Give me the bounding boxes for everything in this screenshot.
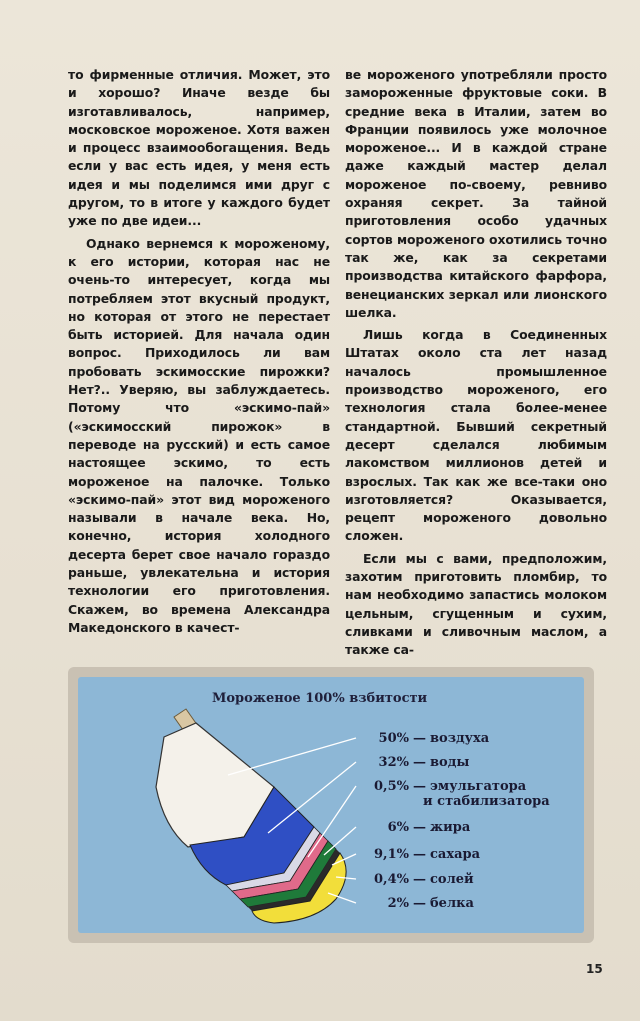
- legend-salts: [363, 872, 474, 887]
- legend-pct: 32%: [378, 755, 409, 770]
- legend-pct: 9,1%: [374, 847, 409, 862]
- legend-label: белка: [430, 896, 474, 911]
- left-text-column: [68, 66, 330, 637]
- legend-emulsifier: [363, 779, 550, 809]
- leader-fat: [324, 827, 356, 855]
- legend-label: солей: [430, 872, 474, 887]
- legend-label-cont: и стабилизатора: [423, 794, 550, 809]
- legend-pct: 50%: [378, 731, 409, 746]
- legend-sugar: [363, 847, 480, 862]
- left-paragraph-1: то фирменные отличия. Может, это и хорошо? Иначе везде бы изготавливалось, например, московское мороженое. Хотя важен и процесс взаимообогащения. Ведь если у вас есть идея, у меня есть идея и мы поделимся ими друг с другом, то в итоге у каждого будет уже по две идеи...: [68, 67, 330, 229]
- legend-water: [363, 755, 469, 770]
- right-text-column: [345, 66, 607, 660]
- legend-label: воды: [430, 755, 470, 770]
- legend-pct: 0,5%: [374, 779, 409, 794]
- legend-dash: —: [413, 755, 426, 770]
- leader-air: [228, 738, 356, 775]
- right-paragraph-3: Если мы с вами, предположим, захотим приготовить пломбир, то нам необходимо запастись молоком цельным, сгущенным и сухим, сливками и сливочным маслом, а также са-: [345, 550, 607, 658]
- legend-pct: 6%: [387, 820, 409, 835]
- legend-dash: —: [413, 731, 426, 746]
- figure-title: Мороженое 100% взбитости: [212, 691, 428, 706]
- legend-dash: —: [413, 779, 426, 794]
- left-paragraph-2: Однако вернемся к мороженому, к его истории, которая нас не очень-то интересует, когда мы потребляем этот вкусный продукт, но которая от этого не перестает быть историей. Для начала один вопрос. Приходилось ли вам пробовать эскимосские пирожки? Нет?.. Уверяю, вы заблуждаетесь. Потому что «эскимо-пай» («эскимосский пирожок» в переводе на русский) и есть самое настоящее эскимо, то есть мороженое на палочке. Только «эскимо-пай» этот вид мороженого называли в начале века. Но, конечно, история холодного десерта берет свое начало гораздо раньше, увлекательна и история технологии его приготовления. Скажем, во времена Александра Македонского в качест-: [68, 235, 330, 635]
- legend-pct: 2%: [387, 896, 409, 911]
- legend-fat: [363, 820, 470, 835]
- legend-dash: —: [413, 872, 426, 887]
- right-paragraph-1: ве мороженого употребляли просто замороженные фруктовые соки. В средние века в Италии, затем во Франции появилось уже молочное мороженое... И в каждой стране даже каждый мастер делал мороженое по-своему, ревниво охраняя секрет. За тайной приготовления особо удачных сортов мороженого охотились точно так же, как за секретами производства китайского фарфора, венецианских зеркал или лионского шелка.: [345, 67, 607, 320]
- legend-air: [363, 731, 489, 746]
- legend-dash: —: [413, 896, 426, 911]
- right-paragraph-2: Лишь когда в Соединенных Штатах около ста лет назад началось промышленное производство мороженого, его технология стала более-менее стандартной. Бывший секретный десерт сделался любимым лакомством миллионов детей и взрослых. Так как же все-таки оно изготовляется? Оказывается, рецепт мороженого довольно сложен.: [345, 327, 607, 544]
- legend-label: сахара: [430, 847, 481, 862]
- legend-dash: —: [413, 847, 426, 862]
- figure-panel: [78, 677, 584, 933]
- legend-label: эмульгатора: [430, 779, 527, 794]
- legend-label: жира: [430, 820, 471, 835]
- legend-protein: [363, 896, 474, 911]
- ice-cream-composition-figure: [68, 667, 594, 943]
- legend-label: воздуха: [430, 731, 490, 746]
- page-number: 15: [586, 962, 603, 976]
- legend-dash: —: [413, 820, 426, 835]
- legend-pct: 0,4%: [374, 872, 409, 887]
